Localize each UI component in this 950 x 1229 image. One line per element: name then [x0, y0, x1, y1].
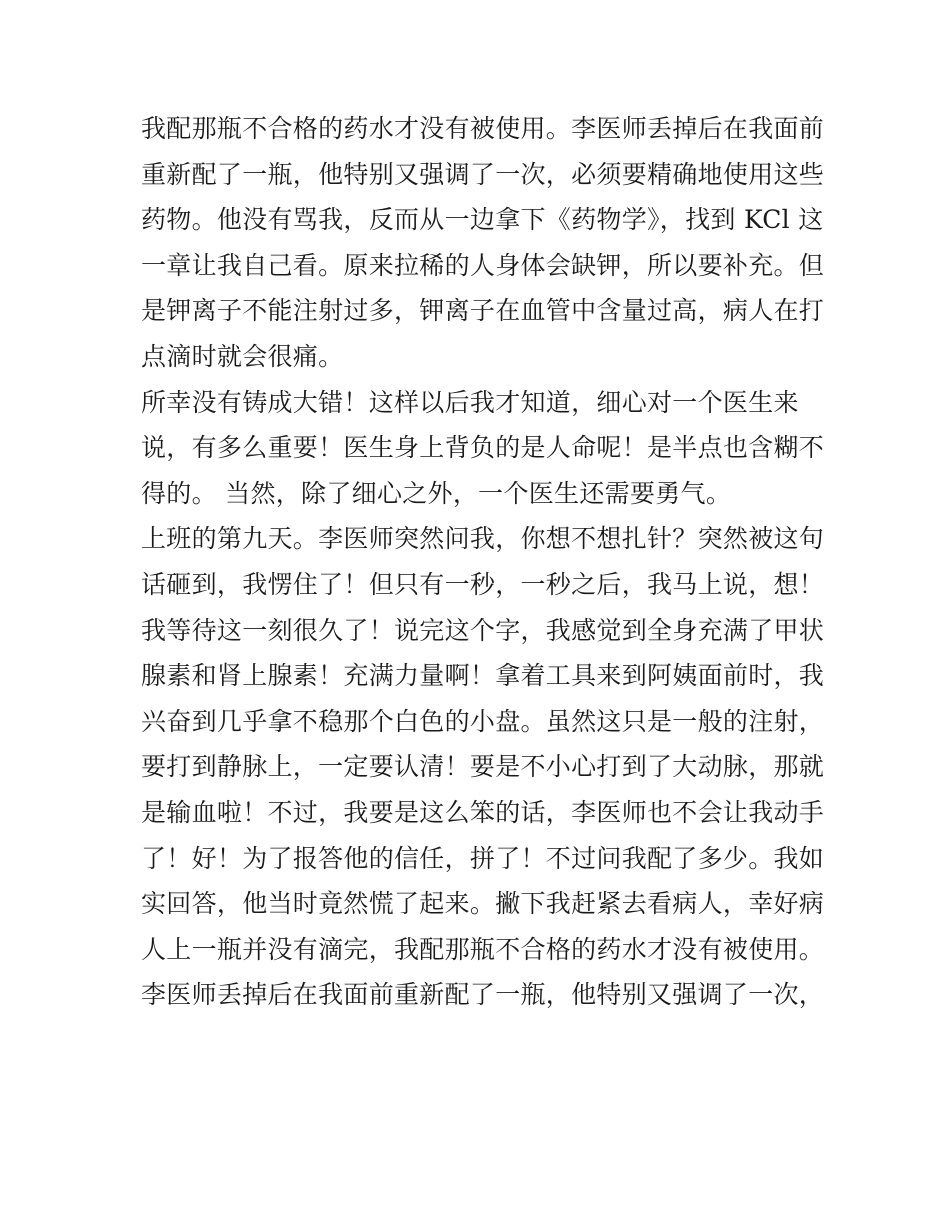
text-line: 腺素和肾上腺素！充满力量啊！拿着工具来到阿姨面前时，我 [141, 661, 825, 691]
text-line: 人上一瓶并没有滴完，我配那瓶不合格的药水才没有被使用。 [141, 934, 825, 964]
body-text [141, 106, 825, 1018]
text-line: 实回答，他当时竟然慌了起来。撇下我赶紧去看病人，幸好病 [141, 889, 825, 919]
text-line: 点滴时就会很痛。 [141, 341, 344, 371]
text-line: 所幸没有铸成大错！这样以后我才知道，细心对一个医生来 [141, 387, 799, 417]
text-line: 药物。他没有骂我，反而从一边拿下《药物学》，找到 KCl 这 [141, 205, 824, 235]
text-line: 是钾离子不能注射过多，钾离子在血管中含量过高，病人在打 [141, 296, 825, 326]
text-line: 是输血啦！不过，我要是这么笨的话，李医师也不会让我动手 [141, 797, 825, 827]
text-line: 一章让我自己看。原来拉稀的人身体会缺钾，所以要补充。但 [141, 250, 825, 280]
text-line: 了！好！为了报答他的信任，拼了！不过问我配了多少。我如 [141, 843, 825, 873]
text-line: 说，有多么重要！医生身上背负的是人命呢！是半点也含糊不 [141, 433, 825, 463]
text-line: 我配那瓶不合格的药水才没有被使用。李医师丢掉后在我面前 [141, 114, 825, 143]
text-line: 得的。 当然，除了细心之外，一个医生还需要勇气。 [141, 478, 732, 508]
text-line: 上班的第九天。李医师突然问我，你想不想扎针？突然被这句 [141, 524, 825, 554]
text-line: 兴奋到几乎拿不稳那个白色的小盘。虽然这只是一般的注射， [141, 706, 825, 736]
text-line: 我等待这一刻很久了！说完这个字，我感觉到全身充满了甲状 [141, 615, 825, 645]
text-line: 要打到静脉上，一定要认清！要是不小心打到了大动脉，那就 [141, 752, 825, 782]
text-line: 重新配了一瓶，他特别又强调了一次，必须要精确地使用这些 [141, 159, 825, 189]
text-line: 李医师丢掉后在我面前重新配了一瓶，他特别又强调了一次， [141, 980, 825, 1010]
text-line: 话砸到，我愣住了！但只有一秒，一秒之后，我马上说，想！ [141, 569, 825, 599]
